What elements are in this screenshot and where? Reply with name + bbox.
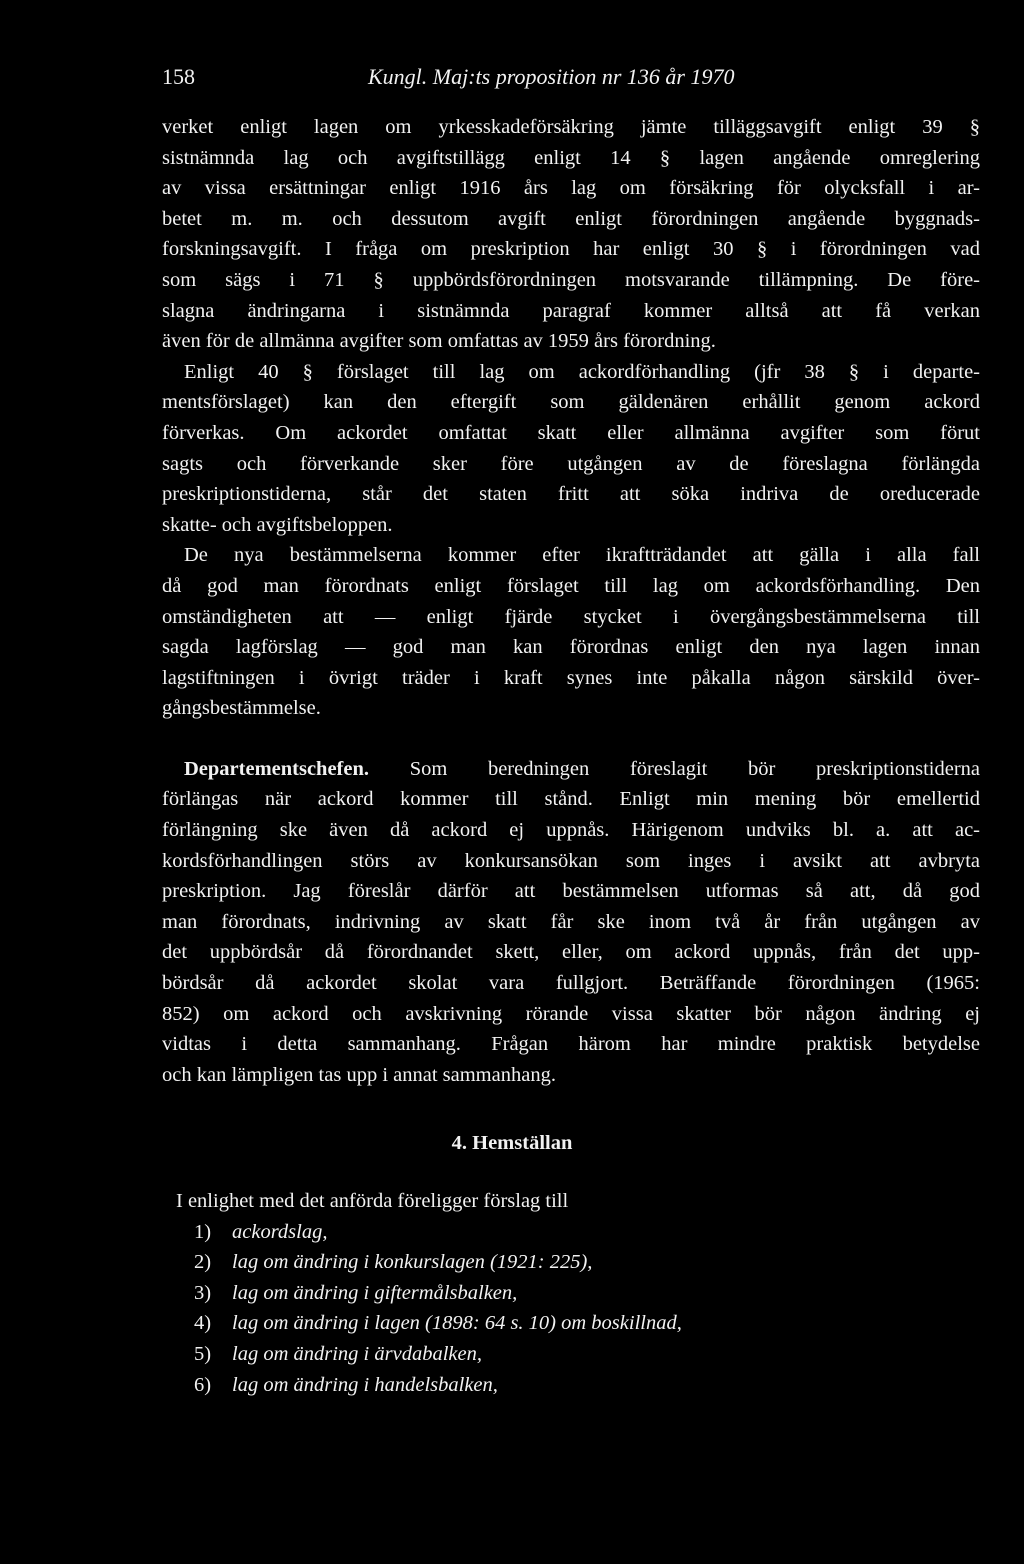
text-line: betet m. m. och dessutom avgift enligt förordningen angående byggnads- (162, 207, 980, 230)
list-item-number: 4) (194, 1312, 212, 1335)
text-line: vidtas i detta sammanhang. Frågan härom har mindre praktisk betydelse (162, 1033, 980, 1056)
text-line: sagda lagförslag — god man kan förordnas enligt den nya lagen innan (162, 636, 980, 659)
paragraph-gap (162, 724, 980, 754)
page-header (162, 64, 862, 96)
list-item-number: 5) (194, 1342, 212, 1365)
text-line: och kan lämpligen tas upp i annat sammanhang. (162, 1063, 556, 1086)
list-item-text: lag om ändring i lagen (1898: 64 s. 10) om boskillnad, (232, 1312, 682, 1335)
text-line: skatte- och avgiftsbeloppen. (162, 513, 393, 536)
list-item-text: lag om ändring i konkurslagen (1921: 225), (232, 1251, 593, 1274)
list-item-number: 6) (194, 1373, 212, 1396)
text-line: 852) om ackord och avskrivning rörande vissa skatter bör någon ändring ej (162, 1002, 980, 1025)
text-line: då god man förordnats enligt förslaget till lag om ackordsförhandling. Den (162, 574, 980, 597)
text-line: preskriptionstiderna, står det staten fritt att söka indriva de oreducerade (162, 483, 980, 506)
list-item (176, 1247, 876, 1278)
paragraph-4 (162, 754, 980, 1091)
body-text (162, 112, 980, 1090)
text-line: verket enligt lagen om yrkesskadeförsäkring jämte tilläggsavgift enligt 39 § (162, 116, 980, 138)
list-item (176, 1308, 876, 1339)
text-line: forskningsavgift. I fråga om preskription har enligt 30 § i förordningen vad (162, 238, 980, 261)
list-item-number: 3) (194, 1281, 212, 1304)
section-heading: 4. Hemställan (451, 1132, 573, 1154)
text-line: av vissa ersättningar enligt 1916 års lag om försäkring för olycksfall i ar- (162, 177, 980, 200)
text-line: mentsförslaget) kan den eftergift som gäldenären erhållit genom ackord (162, 391, 980, 414)
text-line: De nya bestämmelserna kommer efter ikraftträdandet att gälla i alla fall (184, 544, 980, 567)
paragraph-3 (162, 540, 980, 724)
text-line (162, 754, 980, 785)
text-line: som sägs i 71 § uppbördsförordningen motsvarande tillämpning. De före- (162, 268, 980, 291)
text-line: förlängas när ackord kommer till stånd. Enligt min mening bör emellertid (162, 788, 980, 811)
text-line: Enligt 40 § förslaget till lag om ackordförhandling (jfr 38 § i departe- (184, 360, 980, 383)
list-item-text: lag om ändring i ärvdabalken, (232, 1342, 482, 1365)
list-intro: I enlighet med det anförda föreligger förslag till (176, 1190, 569, 1212)
paragraph-1 (162, 112, 980, 357)
list-item-text: lag om ändring i handelsbalken, (232, 1373, 498, 1396)
text-line: sistnämnda lag och avgiftstillägg enligt 14 § lagen angående omreglering (162, 146, 980, 169)
running-title: Kungl. Maj:ts proposition nr 136 år 1970 (368, 64, 735, 89)
page-number: 158 (162, 64, 195, 89)
paragraph-2 (162, 357, 980, 541)
text-line: förlängning ske även då ackord ej uppnås. Härigenom undviks bl. a. att ac- (162, 819, 980, 842)
list-item-number: 1) (194, 1220, 212, 1243)
text-line: sagts och förverkande sker före utgången av de föreslagna förlängda (162, 452, 980, 475)
list-item (176, 1278, 876, 1309)
text-line: bördsår då ackordet skolat vara fullgjort. Beträffande förordningen (1965: (162, 972, 980, 995)
text-line: förverkas. Om ackordet omfattat skatt eller allmänna avgifter som förut (162, 421, 980, 444)
proposal-list (176, 1186, 876, 1400)
text-line: gångsbestämmelse. (162, 697, 321, 720)
list-item (176, 1217, 876, 1248)
list-item-number: 2) (194, 1251, 212, 1274)
list-item (176, 1370, 876, 1401)
text-line: även för de allmänna avgifter som omfattas av 1959 års förordning. (162, 330, 716, 353)
text-line: det uppbördsår då förordnandet skett, eller, om ackord uppnås, från det upp- (162, 941, 980, 964)
list-item (176, 1339, 876, 1370)
text-line: slagna ändringarna i sistnämnda paragraf kommer alltså att få verkan (162, 299, 980, 322)
speaker-text: Som beredningen föreslagit bör preskriptionstiderna (369, 757, 980, 780)
text-line: preskription. Jag föreslår därför att bestämmelsen utformas så att, då god (162, 880, 980, 903)
text-line: kordsförhandlingen störs av konkursansökan som inges i avsikt att avbryta (162, 849, 980, 872)
list-item-text: lag om ändring i giftermålsbalken, (232, 1281, 518, 1304)
text-line: man förordnats, indrivning av skatt får ske inom två år från utgången av (162, 910, 980, 933)
list-item-text: ackordslag, (232, 1220, 328, 1243)
text-line: omständigheten att — enligt fjärde stycket i övergångsbestämmelserna till (162, 605, 980, 628)
speaker-label: Departementschefen. (184, 757, 370, 780)
text-line: lagstiftningen i övrigt träder i kraft synes inte påkalla någon särskild över- (162, 666, 980, 689)
